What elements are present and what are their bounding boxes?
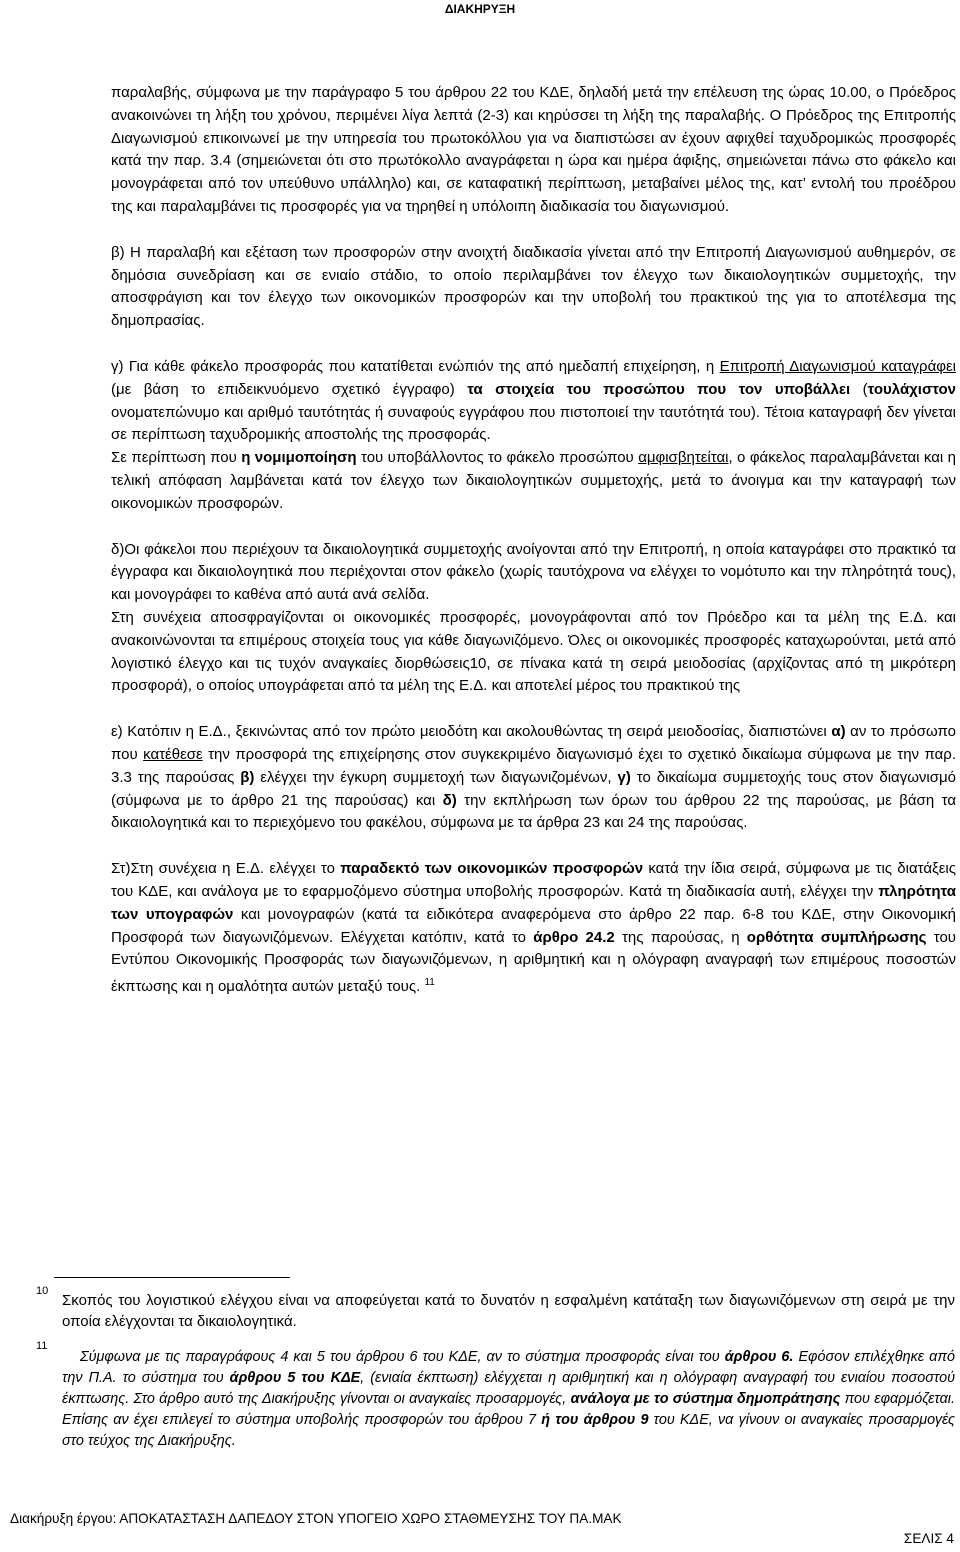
underlined-text: Επιτροπή Διαγωνισμού καταγράφει (719, 357, 957, 375)
text-span: που εφαρμόζεται. Επίσης αν έχει επιλεγεί το σύστημα υποβολής προσφορών του άρθρου 7 (62, 1391, 955, 1428)
footnote-10: Σκοπός του λογιστικού ελέγχου είναι να αποφεύγεται κατά το δυνατόν η εσφαλμένη κατάταξη των διαγωνιζόμενων στη σειρά με την οποία ελέγχονται τα δικαιολογητικά. (62, 1292, 955, 1330)
text-span: Στ)Στη συνέχεια η Ε.Δ. ελέγχει το (111, 860, 341, 878)
text-span: και μονογραφών (κατά τα ειδικότερα αναφερόμενα στο άρθρο 22 παρ. 6-8 του ΚΔΕ, στην Οικονομική Προσφορά των διαγωνιζόμενων. Ελέγχεται κατόπιν, κατά το (111, 905, 956, 946)
underlined-text: αμφισβητείται (638, 449, 729, 467)
bold-text: γ) (617, 768, 631, 786)
paragraph-b-examination: β) Η παραλαβή και εξέταση των προσφορών στην ανοιχτή διαδικασία γίνεται από την Επιτροπή Διαγωνισμού αυθημερόν, σε δημόσια συνεδρίαση και σε ενιαίο στάδιο, το οποίο περιλαμβάνει τον έλεγχο των δικαιολογητικών συμμετοχής, την αποσφράγιση και τον έλεγχο των οικονομικών προσφορών και την υποβολή του πρακτικού της για το αποτέλεσμα της δημοπρασίας. (111, 243, 956, 330)
bold-text: ορθότητα συμπλήρωσης (746, 928, 927, 946)
bold-text: ανάλογα με το σύστημα δημοπράτησης (570, 1391, 841, 1407)
bold-text: η νομιμοποίηση (241, 449, 357, 467)
bold-text: παραδεκτό των οικονομικών προσφορών (340, 860, 644, 878)
text-span: ονοματεπώνυμο και αριθμό ταυτότητάς ή συναφούς εγγράφου που πιστοποιεί την ταυτότητά του). Τέτοια καταγραφή δεν γίνεται σε περίπτωση ταχυδρομικής αποστολής της προσφοράς. (111, 403, 956, 444)
paragraph-financial-offers: Στη συνέχεια αποσφραγίζονται οι οικονομικές προσφορές, μονογράφονται από τον Πρόεδρο και τα μέλη της Ε.Δ. και ανακοινώνονται τα επιμέρους στοιχεία τους για κάθε διαγωνιζόμενο. Όλες οι οικονομικές προσφορές καταχωρούνται, μετά από λογιστικό έλεγχο και τις τυχόν αναγκαίες διορθώσεις10, σε πίνακα κατά τη σειρά μειοδοσίας (αρχίζοντας από τη μικρότερη προσφορά), ο οποίος υπογράφεται από τα μέλη της Ε.Δ. και αποτελεί μέρος του πρακτικού της (111, 608, 956, 695)
text-span: ελέγχει την έγκυρη συμμετοχή των διαγωνιζομένων, (254, 768, 618, 786)
bold-text: δ) (442, 791, 457, 809)
text-span: γ) Για κάθε φάκελο προσφοράς που κατατίθεται ενώπιόν της από ημεδαπή επιχείρηση, η (111, 357, 720, 375)
bold-text: α) (831, 723, 846, 741)
text-span: , (ενιαία έκπτωση) ελέγχεται η αριθμητική και η ολόγραφη αναγραφή του ενιαίου ποσοστού έκπτωσης. Στο άρθρο αυτό της Διακήρυξης γίνονται οι αναγκαίες προσαρμογές, (62, 1370, 955, 1407)
text-span: του υποβάλλοντος το φάκελο προσώπου (356, 449, 639, 467)
bold-text: τουλάχιστον (867, 380, 957, 398)
text-span: την εκπλήρωση των όρων του άρθρου 22 της παρούσας, με βάση τα δικαιολογητικά και το περιεχόμενο του φακέλου, σύμφωνα με τα άρθρα 23 και 24 της παρούσας. (111, 791, 956, 832)
text-span: ε) Κατόπιν η Ε.Δ., ξεκινώντας από τον πρώτο μειοδότη και ακολουθώντας τη σειρά μειοδοσίας, διαπιστώνει (111, 723, 832, 741)
footnote-number-10: 10 (36, 1285, 49, 1297)
text-span: το δικαίωμα συμμετοχής τους στον διαγωνισμό (σύμφωνα με το άρθρο 21 της παρούσας) και (111, 768, 956, 809)
page-number: ΣΕΛΙΣ 4 (903, 1531, 954, 1546)
text-span: Σε περίπτωση που (111, 449, 242, 467)
paragraph-c-envelope-registration (111, 356, 956, 447)
text-span: Σύμφωνα με τις παραγράφους 4 και 5 του άρθρου 6 του ΚΔΕ, αν το σύστημα προσφοράς είναι του (80, 1349, 725, 1365)
paragraph-d-envelopes-opened: δ)Οι φάκελοι που περιέχουν τα δικαιολογητικά συμμετοχής ανοίγονται από την Επιτροπή, η οποία καταγράφει στο πρακτικό τα έγγραφα και δικαιολογητικά που περιέχονται στον φάκελο (χωρίς ταυτόχρονα να ελέγχει το νομότυπο και την πληρότητά τους), και μονογράφει το καθένα από αυτά ανά σελίδα. (111, 540, 956, 604)
text-span: , ο φάκελος παραλαμβάνεται και η τελική απόφαση λαμβάνεται κατά τον έλεγχο των δικαιολογητικών συμμετοχής, μετά το άνοιγμα και την καταγραφή των οικονομικών προσφορών. (111, 449, 956, 512)
text-span: αν το πρόσωπο που (111, 723, 956, 763)
text-span: κατά την ίδια σειρά, σύμφωνα με τις διατάξεις του ΚΔΕ, και ανάλογα με το εφαρμοζόμενο σύστημα υποβολής προσφορών. Κατά τη διαδικασία αυτή, ελέγχει την (111, 860, 956, 900)
document-header: ΔΙΑΚΗΡΥΞΗ (444, 2, 516, 16)
paragraph-st-admissibility (111, 858, 956, 999)
footnote-11 (62, 1347, 955, 1452)
underlined-text: κατέθεσε (143, 745, 203, 763)
text-span: ( (850, 380, 868, 398)
text-span: (με βάση το επιδεικνυόμενο σχετικό έγγραφο) (111, 380, 468, 398)
text-span: Εφόσον επιλέχθηκε από την Π.Α. το σύστημα του (62, 1349, 955, 1386)
bold-text: πληρότητα των υπογραφών (111, 882, 956, 923)
bold-text: άρθρο 24.2 (533, 928, 615, 946)
text-span: την προσφορά της επιχείρησης στον συγκεκριμένο διαγωνισμό έχει το σχετικό δικαίωμα σύμφωνα με την παρ. 3.3 της παρούσας (111, 745, 956, 786)
footnote-number-11: 11 (36, 1340, 48, 1352)
bold-text: ή του άρθρου 9 (541, 1412, 649, 1428)
bold-text: τα στοιχεία του προσώπου που τον υποβάλλει (467, 380, 851, 398)
paragraph-legitimation (111, 447, 956, 515)
document-body (111, 82, 956, 999)
text-span: του Εντύπου Οικονομικής Προσφοράς των διαγωνιζόμενων, η αριθμητική και η ολόγραφη αναγραφή των επιμέρους ποσοστών έκπτωσης και η ομαλότητα αυτών μεταξύ τους. (111, 928, 956, 996)
footer-project-title: Διακήρυξη έργου: ΑΠΟΚΑΤΑΣΤΑΣΗ ΔΑΠΕΔΟΥ ΣΤΟΝ ΥΠΟΓΕΙΟ ΧΩΡΟ ΣΤΑΘΜΕΥΣΗΣ ΤΟΥ ΠΑ.ΜΑΚ (10, 1511, 622, 1526)
footnote-ref-11[interactable]: 11 (424, 977, 435, 989)
bold-text: άρθρου 5 του ΚΔΕ (229, 1370, 361, 1386)
text-span: του ΚΔΕ, να γίνουν οι αναγκαίες προσαρμογές στο τεύχος της Διακήρυξης. (62, 1412, 955, 1449)
text-span: της παρούσας, η (614, 928, 747, 946)
paragraph-e-verification (111, 721, 956, 835)
bold-text: β) (240, 768, 255, 786)
bold-text: άρθρου 6. (724, 1349, 794, 1365)
footnote-separator (54, 1277, 290, 1278)
paragraph-reception-end: παραλαβής, σύμφωνα με την παράγραφο 5 του άρθρου 22 του ΚΔΕ, δηλαδή μετά την επέλευση της ώρας 10.00, ο Πρόεδρος ανακοινώνει τη λήξη του χρόνου, περιμένει λίγα λεπτά (2-3) και κηρύσσει τη λήξη της παραλαβής. Ο Πρόεδρος της Επιτροπής Διαγωνισμού επικοινωνεί με την υπηρεσία του πρωτοκόλλου για να διαπιστώσει αν έχουν αφιχθεί ταχυδρομικώς προσφορές κατά την παρ. 3.4 (σημειώνεται ότι στο πρωτόκολλο αναγράφεται η ώρα και ημέρα άφιξης, σημειώνεται πάνω στο φάκελο και μονογράφεται από τον υπεύθυνο υπάλληλο) και, σε καταφατική περίπτωση, μεταβαίνει μέλος της, κατ’ εντολή του προέδρου της και παραλαμβάνει τις προσφορές για να τηρηθεί η υπόλοιπη διαδικασία του διαγωνισμού. (111, 84, 956, 215)
